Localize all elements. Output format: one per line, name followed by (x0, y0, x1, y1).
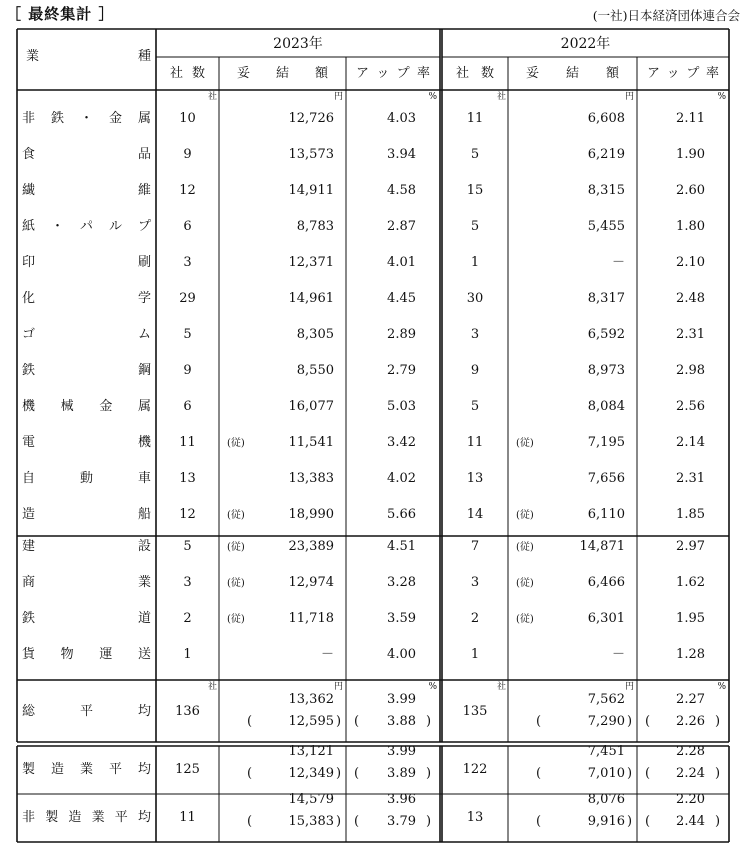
increase-rate: 2.48 (676, 291, 705, 306)
increase-rate: 4.58 (387, 183, 416, 198)
close-paren: ) (426, 714, 432, 729)
companies-count: 9 (183, 363, 192, 378)
increase-rate: 1.62 (676, 575, 705, 590)
settlement-amount: 8,973 (587, 363, 625, 378)
settlement-amount: 11,718 (288, 611, 334, 626)
close-paren: ) (627, 714, 633, 729)
companies-count: 13 (466, 471, 484, 486)
year-2022-header: 2022年 (560, 36, 611, 52)
companies-count: 1 (470, 255, 480, 270)
increase-rate: 1.90 (676, 147, 705, 162)
subordinate-marker: (従) (516, 614, 534, 625)
unit-percent-body-a: % (428, 92, 437, 102)
increase-rate: 1.85 (676, 507, 705, 522)
settlement-amount-prev: 9,916 (587, 814, 625, 829)
companies-count: 3 (470, 575, 480, 590)
increase-rate: 2.87 (387, 219, 416, 234)
settlement-amount: 14,911 (288, 183, 334, 198)
rate-header-a: ア ッ プ 率 (356, 66, 430, 81)
settlement-amount: 8,305 (296, 327, 334, 342)
increase-rate: 4.45 (387, 291, 416, 306)
increase-rate: 4.01 (387, 255, 416, 270)
settlement-amount: 14,579 (288, 792, 334, 807)
companies-count: 29 (179, 291, 196, 306)
industry-name: 紙 ・ パ ル プ (22, 219, 151, 234)
settlement-amount: － (320, 647, 334, 662)
source-label: (一社)日本経済団体連合会 (592, 8, 740, 23)
industry-name: 貨 物 運 送 (22, 647, 151, 662)
unit-percent-body-b: % (717, 92, 726, 102)
close-paren: ) (715, 714, 721, 729)
industry-header: 業 種 (26, 49, 151, 64)
companies-count: 13 (466, 810, 484, 825)
subordinate-marker: (従) (516, 542, 534, 553)
companies-count: 9 (183, 147, 192, 162)
summary-name: 非 製 造 業 平 均 (22, 810, 151, 825)
companies-count: 12 (179, 183, 196, 198)
summary-name: 総 平 均 (22, 704, 151, 719)
unit-yen-body-a: 円 (333, 92, 343, 102)
unit-companies-total-b: 社 (496, 682, 506, 692)
companies-count: 135 (462, 704, 488, 719)
increase-rate-prev: 3.89 (387, 766, 416, 781)
open-paren: ( (645, 714, 651, 729)
subordinate-marker: (従) (227, 578, 245, 589)
close-paren: ) (627, 766, 633, 781)
increase-rate-prev: 2.24 (676, 766, 705, 781)
settlement-amount: 8,550 (296, 363, 334, 378)
open-paren: ( (645, 766, 651, 781)
industry-name: 自 動 車 (22, 471, 151, 486)
companies-count: 2 (470, 611, 480, 626)
increase-rate: 2.10 (676, 255, 705, 270)
companies-count: 5 (183, 327, 192, 342)
companies-count: 11 (466, 111, 484, 126)
settlement-amount: － (611, 647, 625, 662)
industry-name: 鉄 鋼 (22, 363, 151, 378)
open-paren: ( (645, 814, 651, 829)
companies-count: 5 (470, 219, 480, 234)
close-paren: ) (627, 814, 633, 829)
companies-count: 6 (183, 399, 192, 414)
close-paren: ) (336, 814, 342, 829)
companies-count: 12 (179, 507, 196, 522)
increase-rate: 4.00 (387, 647, 416, 662)
settlement-amount: 7,562 (587, 692, 625, 707)
companies-count: 1 (470, 647, 480, 662)
unit-yen-body-b: 円 (624, 92, 634, 102)
open-paren: ( (354, 766, 360, 781)
companies-count: 11 (179, 435, 196, 450)
increase-rate: 3.94 (387, 147, 416, 162)
increase-rate: 2.31 (676, 327, 705, 342)
increase-rate: 2.60 (676, 183, 705, 198)
increase-rate: 4.03 (387, 111, 416, 126)
unit-companies-body-a: 社 (207, 92, 217, 102)
industry-name: 化 学 (22, 291, 151, 306)
increase-rate: 2.27 (676, 692, 705, 707)
amount-header-a: 妥 結 額 (237, 66, 328, 81)
increase-rate: 3.42 (387, 435, 416, 450)
companies-count: 14 (466, 507, 484, 522)
industry-name: ゴ ム (22, 327, 151, 342)
settlement-amount: 14,961 (288, 291, 334, 306)
settlement-amount: 11,541 (288, 435, 334, 450)
open-paren: ( (536, 714, 542, 729)
industry-name: 非 鉄 ・ 金 属 (22, 111, 151, 126)
settlement-amount: 7,195 (587, 435, 625, 450)
settlement-amount: 6,466 (587, 575, 625, 590)
increase-rate: 2.28 (676, 744, 705, 759)
companies-count: 3 (183, 575, 192, 590)
industry-name: 鉄 道 (22, 611, 151, 626)
increase-rate: 3.99 (387, 692, 416, 707)
settlement-amount: 8,317 (587, 291, 625, 306)
increase-rate: 3.96 (387, 792, 416, 807)
settlement-amount: 13,573 (288, 147, 334, 162)
companies-count: 7 (470, 539, 480, 554)
industry-name: 電 機 (22, 435, 151, 450)
industry-name: 商 業 (22, 575, 151, 590)
companies-count: 2 (183, 611, 192, 626)
increase-rate: 1.80 (676, 219, 705, 234)
increase-rate: 4.51 (387, 539, 416, 554)
settlement-amount-prev: 7,010 (587, 766, 625, 781)
settlement-amount: 18,990 (288, 507, 334, 522)
companies-count: 5 (470, 399, 480, 414)
open-paren: ( (247, 766, 253, 781)
companies-count: 30 (466, 291, 484, 306)
settlement-amount: 6,608 (587, 111, 625, 126)
settlement-amount-prev: 15,383 (288, 814, 334, 829)
unit-percent-total-b: % (717, 682, 726, 692)
settlement-amount: 8,076 (587, 792, 625, 807)
increase-rate-prev: 3.88 (387, 714, 416, 729)
settlement-amount: 7,656 (587, 471, 625, 486)
settlement-amount: 12,974 (288, 575, 334, 590)
open-paren: ( (247, 714, 253, 729)
companies-count: 3 (470, 327, 480, 342)
companies-count: 6 (183, 219, 192, 234)
close-paren: ) (336, 766, 342, 781)
companies-count: 11 (466, 435, 484, 450)
close-paren: ) (426, 814, 432, 829)
open-paren: ( (354, 814, 360, 829)
close-paren: ) (715, 766, 721, 781)
companies-count: 136 (175, 704, 200, 719)
increase-rate-prev: 3.79 (387, 814, 416, 829)
increase-rate: 2.14 (676, 435, 705, 450)
subordinate-marker: (従) (516, 578, 534, 589)
companies-count: 5 (183, 539, 192, 554)
subordinate-marker: (従) (227, 614, 245, 625)
increase-rate: 1.95 (676, 611, 705, 626)
amount-header-b: 妥 結 額 (526, 66, 619, 81)
companies-count: 15 (466, 183, 484, 198)
settlement-amount: 16,077 (288, 399, 334, 414)
increase-rate: 3.99 (387, 744, 416, 759)
increase-rate: 1.28 (676, 647, 705, 662)
increase-rate: 2.98 (676, 363, 705, 378)
subordinate-marker: (従) (227, 438, 245, 449)
settlement-amount: 8,084 (587, 399, 625, 414)
subordinate-marker: (従) (227, 510, 245, 521)
table-caption: ［ 最終集計 ］ (6, 5, 115, 23)
settlement-amount: 12,726 (288, 111, 334, 126)
settlement-amount: － (611, 255, 625, 270)
increase-rate: 2.56 (676, 399, 705, 414)
settlement-amount: 13,383 (288, 471, 334, 486)
settlement-amount-prev: 12,595 (288, 714, 334, 729)
settlement-amount-prev: 12,349 (288, 766, 334, 781)
settlement-amount: 6,219 (587, 147, 625, 162)
companies-header-b: 社 数 (456, 66, 494, 81)
companies-count: 3 (183, 255, 192, 270)
companies-count: 1 (183, 647, 192, 662)
industry-name: 繊 維 (22, 183, 151, 198)
increase-rate: 2.20 (676, 792, 705, 807)
settlement-amount: 8,783 (296, 219, 334, 234)
increase-rate: 5.03 (387, 399, 416, 414)
increase-rate-prev: 2.44 (676, 814, 705, 829)
increase-rate: 3.59 (387, 611, 416, 626)
unit-percent-total-a: % (428, 682, 437, 692)
settlement-amount: 6,301 (587, 611, 625, 626)
companies-header-a: 社 数 (170, 66, 205, 81)
companies-count: 13 (179, 471, 196, 486)
summary-name: 製 造 業 平 均 (22, 762, 151, 777)
open-paren: ( (536, 766, 542, 781)
increase-rate: 2.11 (676, 111, 705, 126)
open-paren: ( (247, 814, 253, 829)
close-paren: ) (426, 766, 432, 781)
companies-count: 5 (470, 147, 480, 162)
companies-count: 125 (175, 762, 200, 777)
companies-count: 11 (179, 810, 196, 825)
open-paren: ( (354, 714, 360, 729)
unit-companies-body-b: 社 (496, 92, 506, 102)
unit-yen-total-b: 円 (624, 682, 634, 692)
unit-companies-total-a: 社 (207, 682, 217, 692)
increase-rate: 2.31 (676, 471, 705, 486)
increase-rate: 4.02 (387, 471, 416, 486)
increase-rate: 3.28 (387, 575, 416, 590)
settlement-amount: 13,121 (288, 744, 334, 759)
industry-name: 食 品 (22, 147, 151, 162)
close-paren: ) (715, 814, 721, 829)
settlement-amount-prev: 7,290 (587, 714, 625, 729)
subordinate-marker: (従) (516, 510, 534, 521)
settlement-amount: 23,389 (288, 539, 334, 554)
subordinate-marker: (従) (227, 542, 245, 553)
increase-rate: 5.66 (387, 507, 416, 522)
year-2023-header: 2023年 (273, 36, 323, 52)
industry-name: 建 設 (22, 539, 151, 554)
industry-name: 機 械 金 属 (22, 399, 151, 414)
settlement-amount: 8,315 (587, 183, 625, 198)
increase-rate-prev: 2.26 (676, 714, 705, 729)
companies-count: 122 (462, 762, 488, 777)
settlement-amount: 5,455 (587, 219, 625, 234)
companies-count: 9 (470, 363, 480, 378)
settlement-amount: 6,110 (587, 507, 625, 522)
settlement-amount: 14,871 (579, 539, 625, 554)
settlement-amount: 13,362 (288, 692, 334, 707)
increase-rate: 2.97 (676, 539, 705, 554)
settlement-amount: 12,371 (288, 255, 334, 270)
increase-rate: 2.79 (387, 363, 416, 378)
companies-count: 10 (179, 111, 196, 126)
industry-name: 印 刷 (22, 255, 151, 270)
settlement-amount: 6,592 (587, 327, 625, 342)
industry-name: 造 船 (22, 507, 151, 522)
rate-header-b: ア ッ プ 率 (647, 66, 719, 81)
unit-yen-total-a: 円 (333, 682, 343, 692)
close-paren: ) (336, 714, 342, 729)
subordinate-marker: (従) (516, 438, 534, 449)
increase-rate: 2.89 (387, 327, 416, 342)
settlement-amount: 7,451 (587, 744, 625, 759)
open-paren: ( (536, 814, 542, 829)
